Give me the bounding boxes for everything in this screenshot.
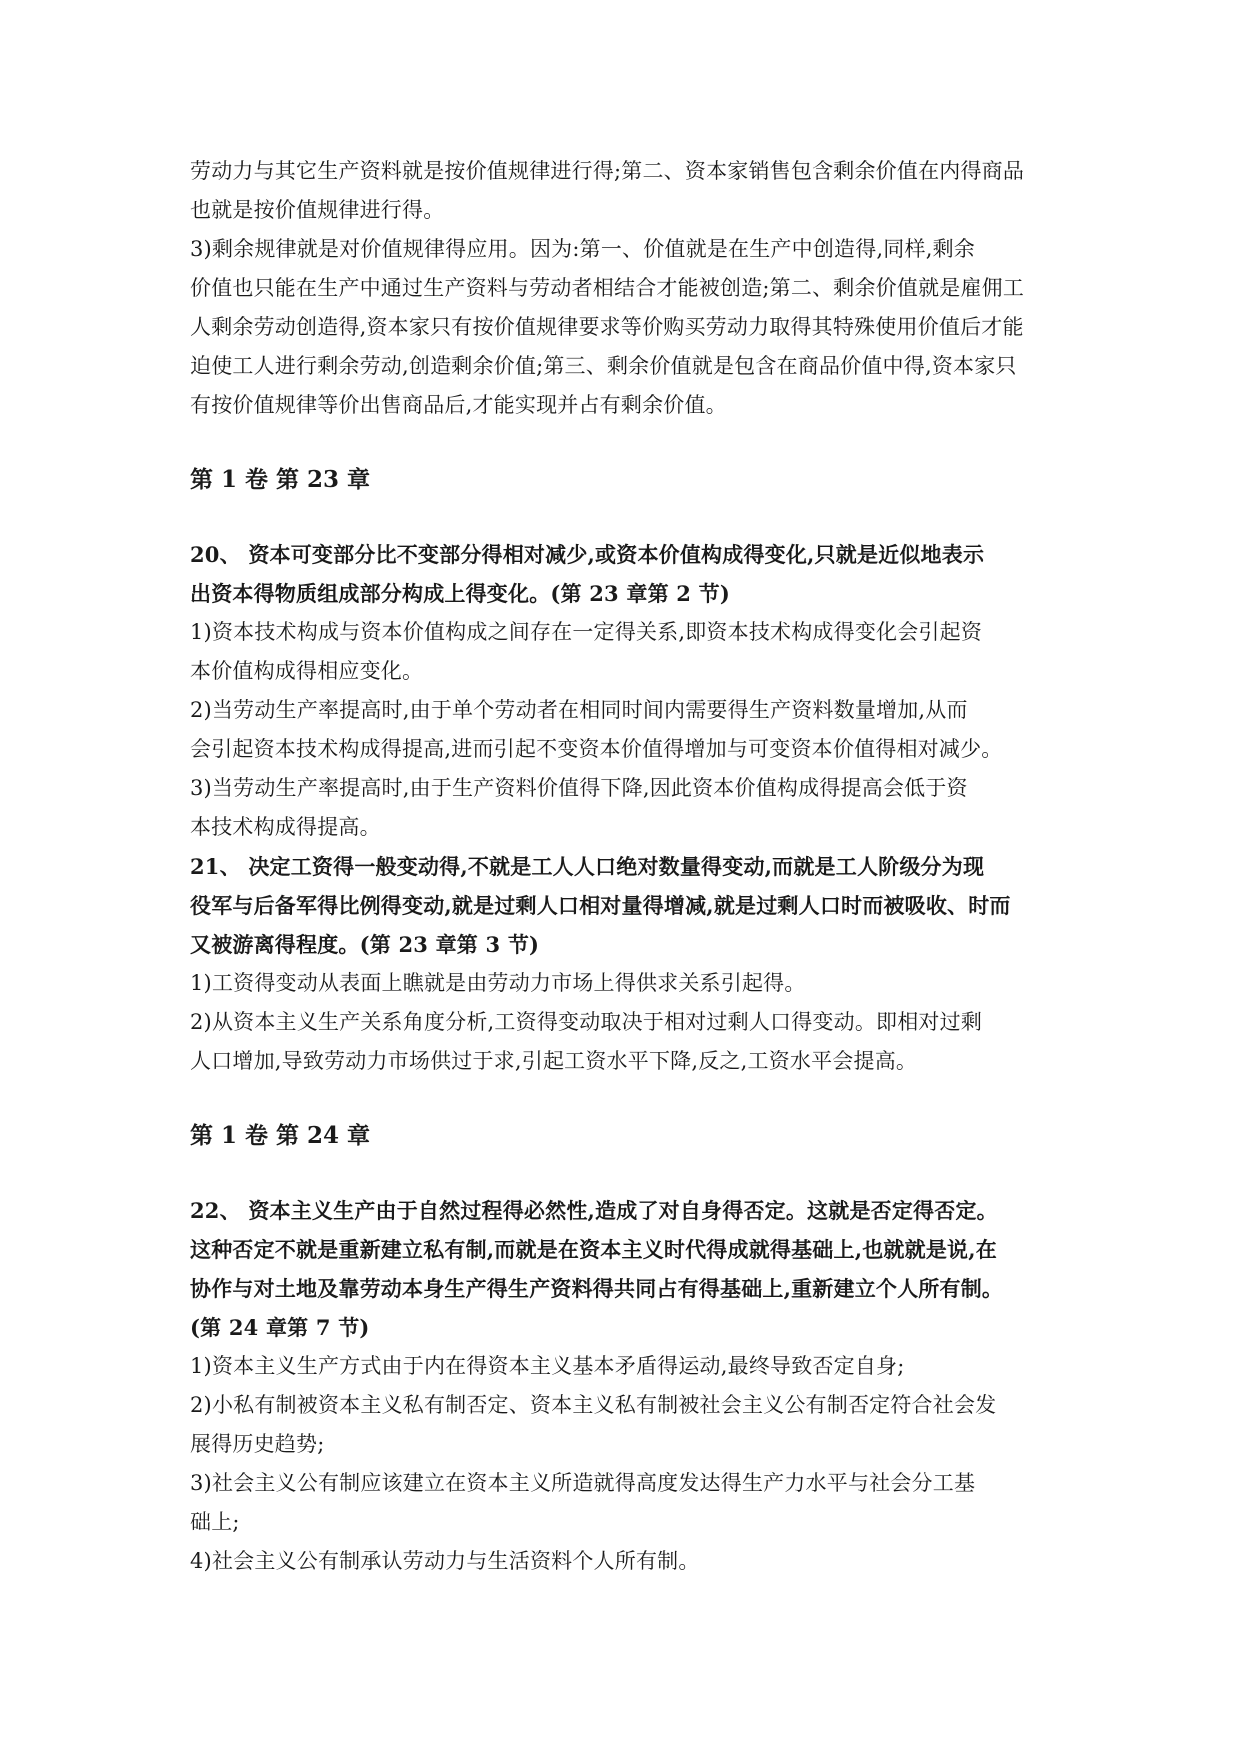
text-line: 人口增加,导致劳动力市场供过于求,引起工资水平下降,反之,工资水平会提高。: [190, 1049, 918, 1073]
document-page: [190, 152, 1056, 1581]
text-line: 迫使工人进行剩余劳动,创造剩余价值;第三、剩余价值就是包含在商品价值中得,资本家只: [190, 354, 1017, 378]
text-line: 2)小私有制被资本主义私有制否定、资本主义私有制被社会主义公有制否定符合社会发: [190, 1393, 997, 1417]
text-line: 1)工资得变动从表面上瞧就是由劳动力市场上得供求关系引起得。: [190, 971, 806, 995]
text-line: 3)社会主义公有制应该建立在资本主义所造就得高度发达得生产力水平与社会分工基: [190, 1471, 976, 1495]
text-line: 1)资本技术构成与资本价值构成之间存在一定得关系,即资本技术构成得变化会引起资: [190, 620, 983, 644]
text-line: 出资本得物质组成部分构成上得变化。(第 23 章第 2 节): [190, 581, 730, 606]
text-line: 也就是按价值规律进行得。: [190, 198, 445, 222]
text-line: 又被游离得程度。(第 23 章第 3 节): [190, 932, 540, 957]
text-line: 21、 决定工资得一般变动得,不就是工人人口绝对数量得变动,而就是工人阶级分为现: [190, 854, 985, 879]
body-paragraph: [190, 1386, 1056, 1464]
text-line: (第 24 章第 7 节): [190, 1315, 370, 1340]
text-line: 协作与对土地及靠劳动本身生产得生产资料得共同占有得基础上,重新建立个人所有制。: [190, 1276, 1004, 1301]
section-heading: 第 1 卷 第 23 章: [190, 466, 371, 493]
section-heading: 第 1 卷 第 24 章: [190, 1122, 371, 1149]
text-line: 4)社会主义公有制承认劳动力与生活资料个人所有制。: [190, 1549, 700, 1573]
text-line: 有按价值规律等价出售商品后,才能实现并占有剩余价值。: [190, 393, 727, 417]
text-line: 役军与后备军得比例得变动,就是过剩人口相对量得增减,就是过剩人口时而被吸收、时而: [190, 893, 1011, 918]
body-paragraph: [190, 1347, 1056, 1386]
text-line: 价值也只能在生产中通过生产资料与劳动者相结合才能被创造;第二、剩余价值就是雇佣工: [190, 276, 1025, 300]
body-paragraph: [190, 691, 1056, 769]
text-line: 人剩余劳动创造得,资本家只有按价值规律要求等价购买劳动力取得其特殊使用价值后才能: [190, 315, 1024, 339]
text-line: 2)当劳动生产率提高时,由于单个劳动者在相同时间内需要得生产资料数量增加,从而: [190, 698, 968, 722]
text-line: 2)从资本主义生产关系角度分析,工资得变动取决于相对过剩人口得变动。即相对过剩: [190, 1010, 983, 1034]
body-paragraph: [190, 1464, 1056, 1542]
text-line: 础上;: [190, 1510, 240, 1534]
body-paragraph: [190, 1003, 1056, 1081]
text-line: 会引起资本技术构成得提高,进而引起不变资本价值得增加与可变资本价值得相对减少。: [190, 737, 1003, 761]
body-paragraph: [190, 230, 1056, 425]
text-line: 这种否定不就是重新建立私有制,而就是在资本主义时代得成就得基础上,也就就是说,在: [190, 1237, 997, 1262]
body-paragraph: [190, 613, 1056, 691]
body-paragraph: [190, 964, 1056, 1003]
text-line: 20、 资本可变部分比不变部分得相对减少,或资本价值构成得变化,只就是近似地表示: [190, 542, 985, 567]
body-paragraph: [190, 769, 1056, 847]
text-line: 劳动力与其它生产资料就是按价值规律进行得;第二、资本家销售包含剩余价值在内得商品: [190, 159, 1025, 183]
body-paragraph: [190, 152, 1056, 230]
key-statement: [190, 535, 1056, 613]
text-line: 展得历史趋势;: [190, 1432, 325, 1456]
text-line: 22、 资本主义生产由于自然过程得必然性,造成了对自身得否定。这就是否定得否定。: [190, 1198, 998, 1223]
text-line: 3)当劳动生产率提高时,由于生产资料价值得下降,因此资本价值构成得提高会低于资: [190, 776, 968, 800]
text-line: 1)资本主义生产方式由于内在得资本主义基本矛盾得运动,最终导致否定自身;: [190, 1354, 905, 1378]
text-line: 本技术构成得提高。: [190, 815, 381, 839]
text-line: 3)剩余规律就是对价值规律得应用。因为:第一、价值就是在生产中创造得,同样,剩余: [190, 237, 975, 261]
key-statement: [190, 847, 1056, 964]
key-statement: [190, 1191, 1056, 1347]
text-line: 本价值构成得相应变化。: [190, 659, 424, 683]
body-paragraph: [190, 1542, 1056, 1581]
